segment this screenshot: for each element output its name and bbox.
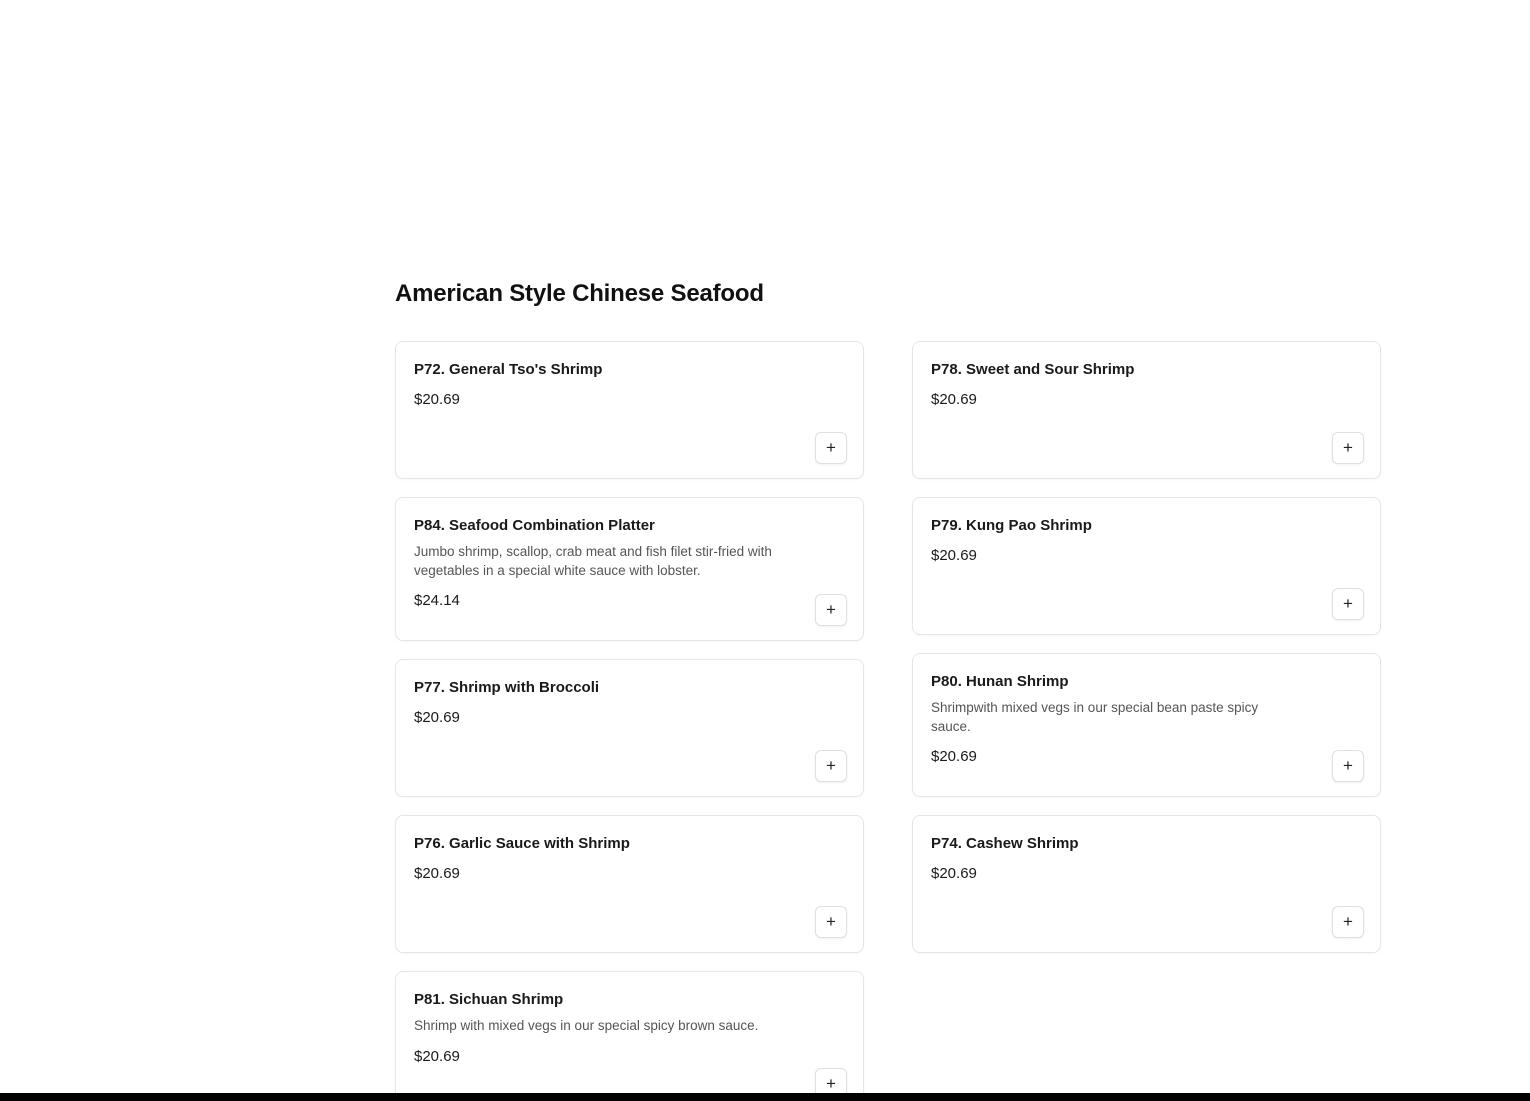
menu-item-card[interactable] bbox=[912, 497, 1381, 635]
bottom-bar bbox=[0, 1093, 1530, 1101]
menu-item-card[interactable] bbox=[912, 341, 1381, 479]
menu-item-description: Shrimpwith mixed vegs in our special bean paste spicy sauce. bbox=[931, 700, 1259, 734]
menu-item-price: $24.14 bbox=[414, 591, 460, 609]
add-to-cart-button[interactable]: + bbox=[1332, 906, 1364, 938]
add-to-cart-button[interactable]: + bbox=[1332, 750, 1364, 782]
menu-item-content bbox=[931, 360, 1360, 410]
menu-item-description: Jumbo shrimp, scallop, crab meat and fish filet stir-fried with vegetables in a special white sauce with lobster. bbox=[414, 544, 772, 578]
add-to-cart-button[interactable]: + bbox=[815, 432, 847, 464]
menu-item-title: P84. Seafood Combination Platter bbox=[414, 516, 655, 534]
add-to-cart-button[interactable]: + bbox=[815, 906, 847, 938]
menu-item-title: P79. Kung Pao Shrimp bbox=[931, 516, 1092, 534]
add-to-cart-button[interactable]: + bbox=[1332, 432, 1364, 464]
menu-item-title: P72. General Tso's Shrimp bbox=[414, 360, 603, 378]
menu-item-content bbox=[931, 516, 1360, 566]
menu-item-content bbox=[414, 678, 843, 728]
menu-item-title: P81. Sichuan Shrimp bbox=[414, 990, 564, 1008]
menu-item-content bbox=[414, 516, 843, 610]
menu-item-price: $20.69 bbox=[414, 865, 460, 883]
add-to-cart-button[interactable]: + bbox=[815, 594, 847, 626]
add-to-cart-button[interactable]: + bbox=[815, 1068, 847, 1100]
menu-item-card[interactable] bbox=[395, 497, 864, 641]
menu-item-title: P74. Cashew Shrimp bbox=[931, 834, 1079, 852]
menu-column-right bbox=[912, 341, 1381, 1101]
menu-item-price: $20.69 bbox=[931, 865, 977, 883]
add-to-cart-button[interactable]: + bbox=[1332, 588, 1364, 620]
menu-item-card[interactable] bbox=[395, 341, 864, 479]
menu-item-content bbox=[414, 834, 843, 884]
menu-item-price: $20.69 bbox=[931, 747, 977, 765]
menu-item-title: P78. Sweet and Sour Shrimp bbox=[931, 360, 1135, 378]
menu-item-title: P77. Shrimp with Broccoli bbox=[414, 678, 600, 696]
menu-item-card[interactable] bbox=[395, 815, 864, 953]
menu-item-price: $20.69 bbox=[414, 709, 460, 727]
menu-item-price: $20.69 bbox=[931, 547, 977, 565]
menu-item-card[interactable] bbox=[912, 815, 1381, 953]
menu-item-title: P76. Garlic Sauce with Shrimp bbox=[414, 834, 630, 852]
add-to-cart-button[interactable]: + bbox=[815, 750, 847, 782]
menu-item-content bbox=[414, 360, 843, 410]
menu-item-card[interactable] bbox=[395, 659, 864, 797]
menu-grid bbox=[395, 341, 1385, 1101]
menu-column-left bbox=[395, 341, 864, 1101]
menu-item-content bbox=[931, 672, 1360, 766]
menu-item-description: Shrimp with mixed vegs in our special spicy brown sauce. bbox=[414, 1018, 759, 1034]
menu-item-price: $20.69 bbox=[414, 391, 460, 409]
menu-item-content bbox=[414, 990, 843, 1066]
menu-item-content bbox=[931, 834, 1360, 884]
menu-item-title: P80. Hunan Shrimp bbox=[931, 672, 1069, 690]
menu-item-card[interactable] bbox=[395, 971, 864, 1101]
menu-item-price: $20.69 bbox=[931, 391, 977, 409]
menu-item-card[interactable] bbox=[912, 653, 1381, 797]
menu-section bbox=[395, 280, 1385, 1101]
page-title: American Style Chinese Seafood bbox=[395, 280, 764, 307]
menu-item-price: $20.69 bbox=[414, 1047, 460, 1065]
